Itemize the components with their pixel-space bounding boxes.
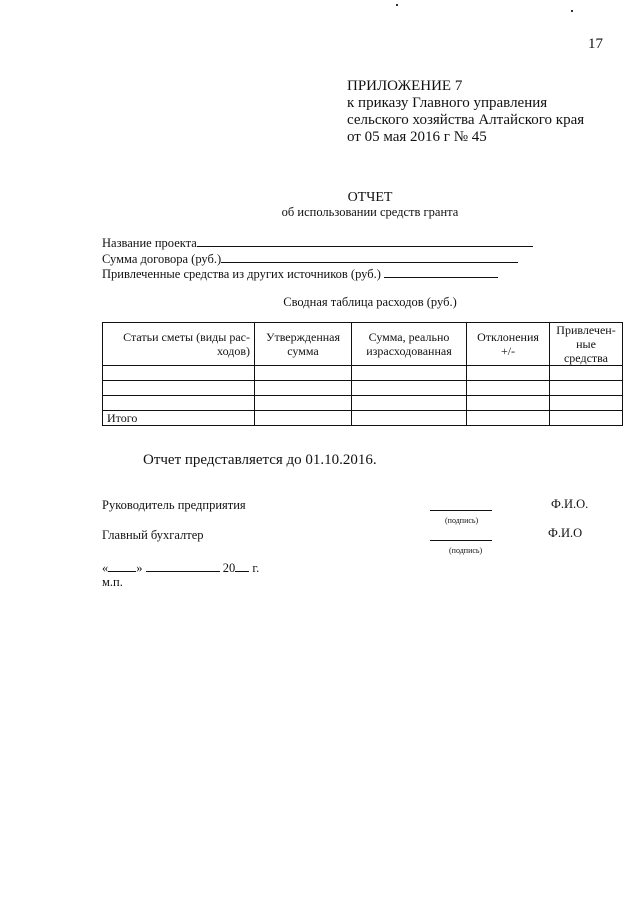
table-cell[interactable] — [255, 366, 352, 381]
header-cell-actual-spent — [352, 323, 467, 366]
date-line[interactable] — [102, 559, 259, 576]
header-line: Отклонения — [477, 330, 539, 344]
header-line: ные средства — [563, 337, 608, 365]
accountant-signature-label: Главный бухгалтер — [102, 528, 204, 542]
table-row — [103, 396, 623, 411]
table-total-row — [103, 411, 623, 426]
table-cell[interactable] — [352, 366, 467, 381]
date-open-quote: « — [102, 561, 109, 575]
table-header-row — [103, 323, 623, 366]
date-year-line[interactable] — [235, 559, 249, 572]
appendix-number: ПРИЛОЖЕНИЕ 7 — [347, 78, 463, 94]
table-cell[interactable] — [467, 411, 550, 426]
header-line: Привлечен- — [556, 323, 616, 337]
attracted-funds-line[interactable] — [384, 265, 498, 278]
appendix-date-line: от 05 мая 2016 г № 45 — [347, 129, 487, 145]
table-cell[interactable] — [103, 381, 255, 396]
table-cell[interactable] — [103, 366, 255, 381]
table-cell[interactable] — [255, 381, 352, 396]
table-cell[interactable] — [352, 381, 467, 396]
header-line: Сумма, реально — [368, 330, 450, 344]
attracted-funds-field[interactable] — [102, 265, 498, 282]
project-name-line[interactable] — [197, 234, 533, 247]
head-signature-line[interactable] — [430, 509, 492, 511]
summary-table-title: Сводная таблица расходов (руб.) — [283, 295, 457, 309]
project-name-field[interactable] — [102, 234, 533, 251]
project-name-label: Название проекта — [102, 236, 197, 250]
table-cell[interactable] — [352, 396, 467, 411]
contract-sum-line[interactable] — [221, 250, 518, 263]
table-cell[interactable] — [255, 411, 352, 426]
header-line: сумма — [287, 344, 319, 358]
stamp-label: м.п. — [102, 575, 123, 589]
appendix-order-line: к приказу Главного управления — [347, 95, 548, 111]
table-cell[interactable] — [103, 396, 255, 411]
total-label: Итого — [103, 411, 255, 426]
accountant-fio: Ф.И.О — [548, 526, 583, 540]
table-cell[interactable] — [467, 396, 550, 411]
table-cell[interactable] — [467, 366, 550, 381]
header-line: +/- — [500, 344, 516, 358]
report-subtitle: об использовании средств гранта — [281, 205, 459, 219]
contract-sum-label: Сумма договора (руб.) — [102, 252, 222, 266]
appendix-header — [347, 78, 584, 146]
table-cell[interactable] — [352, 411, 467, 426]
date-month-line[interactable] — [146, 559, 220, 572]
table-cell[interactable] — [550, 381, 623, 396]
deadline-note: Отчет представляется до 01.10.2016. — [143, 452, 377, 468]
header-line: израсходованная — [366, 344, 452, 358]
header-line: ходов) — [217, 344, 250, 358]
date-year-prefix: 20 — [222, 561, 236, 575]
table-cell[interactable] — [467, 381, 550, 396]
head-fio: Ф.И.О. — [551, 497, 589, 511]
table-cell[interactable] — [550, 396, 623, 411]
table-cell[interactable] — [550, 366, 623, 381]
scan-speck — [396, 4, 398, 6]
accountant-signature-line[interactable] — [430, 539, 492, 541]
header-cell-deviations — [467, 323, 550, 366]
scan-speck — [571, 10, 573, 12]
header-cell-attracted-funds — [550, 323, 623, 366]
table-cell[interactable] — [550, 411, 623, 426]
report-title: ОТЧЕТ — [347, 190, 393, 205]
table-row — [103, 381, 623, 396]
table-cell[interactable] — [255, 396, 352, 411]
date-close-quote: » — [136, 561, 143, 575]
date-day-line[interactable] — [108, 559, 136, 572]
header-cell-budget-items — [103, 323, 255, 366]
head-signature-hint: (подпись) — [445, 516, 479, 525]
date-year-suffix: г. — [252, 561, 260, 575]
header-cell-approved-sum — [255, 323, 352, 366]
accountant-signature-hint: (подпись) — [449, 546, 483, 555]
table-row — [103, 366, 623, 381]
header-line: Утвержденная — [265, 330, 341, 344]
header-line: Статьи сметы (виды рас- — [123, 330, 250, 344]
expenses-table — [102, 322, 623, 426]
page-number: 17 — [588, 36, 603, 52]
appendix-authority-line: сельского хозяйства Алтайского края — [347, 112, 585, 128]
head-signature-label: Руководитель предприятия — [102, 498, 246, 512]
attracted-funds-label: Привлеченные средства из других источников (руб.) — [102, 267, 381, 281]
